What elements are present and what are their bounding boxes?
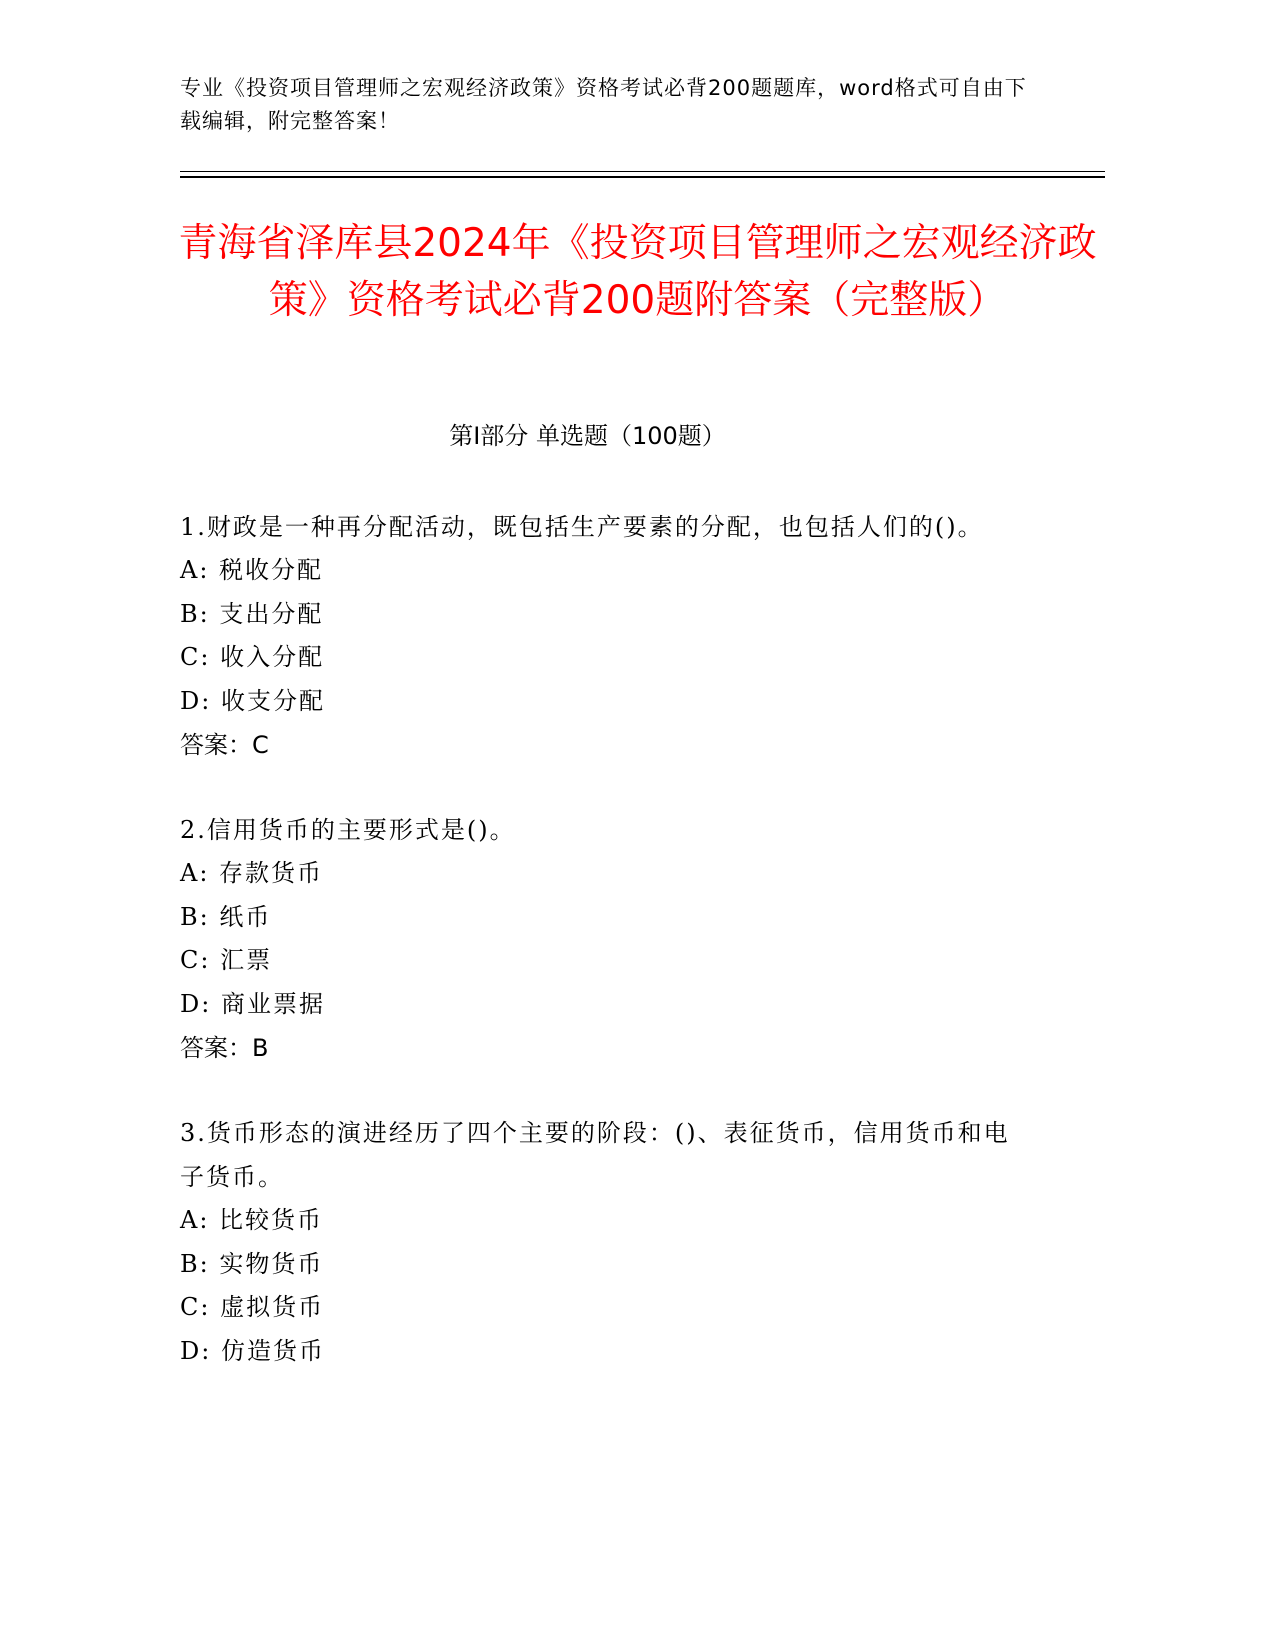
option-a: A: 税收分配 — [180, 556, 324, 584]
option-d: D: 仿造货币 — [180, 1336, 325, 1365]
option-b: B: 支出分配 — [180, 599, 324, 628]
answer: 答案：B — [180, 1034, 269, 1062]
question-stem: 3.货币形态的演进经历了四个主要的阶段：()、表征货币，信用货币和电子货币。 — [180, 1119, 1010, 1191]
question-3 — [180, 1111, 1025, 1373]
option-c: C: 收入分配 — [180, 643, 325, 671]
header-divider-thin — [180, 171, 1105, 172]
option-d: D: 商业票据 — [180, 989, 325, 1018]
option-d: D: 收支分配 — [180, 686, 325, 715]
option-b: B: 纸币 — [180, 902, 272, 931]
section-title: 第Ⅰ部分 单选题（100题） — [449, 422, 726, 450]
option-a: A: 比较货币 — [180, 1206, 324, 1234]
question-1 — [180, 505, 1025, 767]
question-list — [180, 505, 1025, 1414]
document-title: 青海省泽库县2024年《投资项目管理师之宏观经济政策》资格考试必背200题附答案（完整版） — [178, 221, 1097, 323]
header-divider-thick — [180, 176, 1105, 178]
question-stem: 2.信用货币的主要形式是()。 — [180, 816, 516, 844]
option-b: B: 实物货币 — [180, 1249, 324, 1278]
option-c: C: 虚拟货币 — [180, 1293, 325, 1321]
question-stem: 1.财政是一种再分配活动，既包括生产要素的分配，也包括人们的()。 — [180, 513, 984, 541]
question-2 — [180, 808, 1025, 1070]
option-c: C: 汇票 — [180, 946, 273, 974]
answer: 答案：C — [180, 731, 269, 759]
option-a: A: 存款货币 — [180, 859, 324, 887]
header-note: 专业《投资项目管理师之宏观经济政策》资格考试必背200题题库，word格式可自由下载编辑，附完整答案！ — [180, 76, 1027, 133]
